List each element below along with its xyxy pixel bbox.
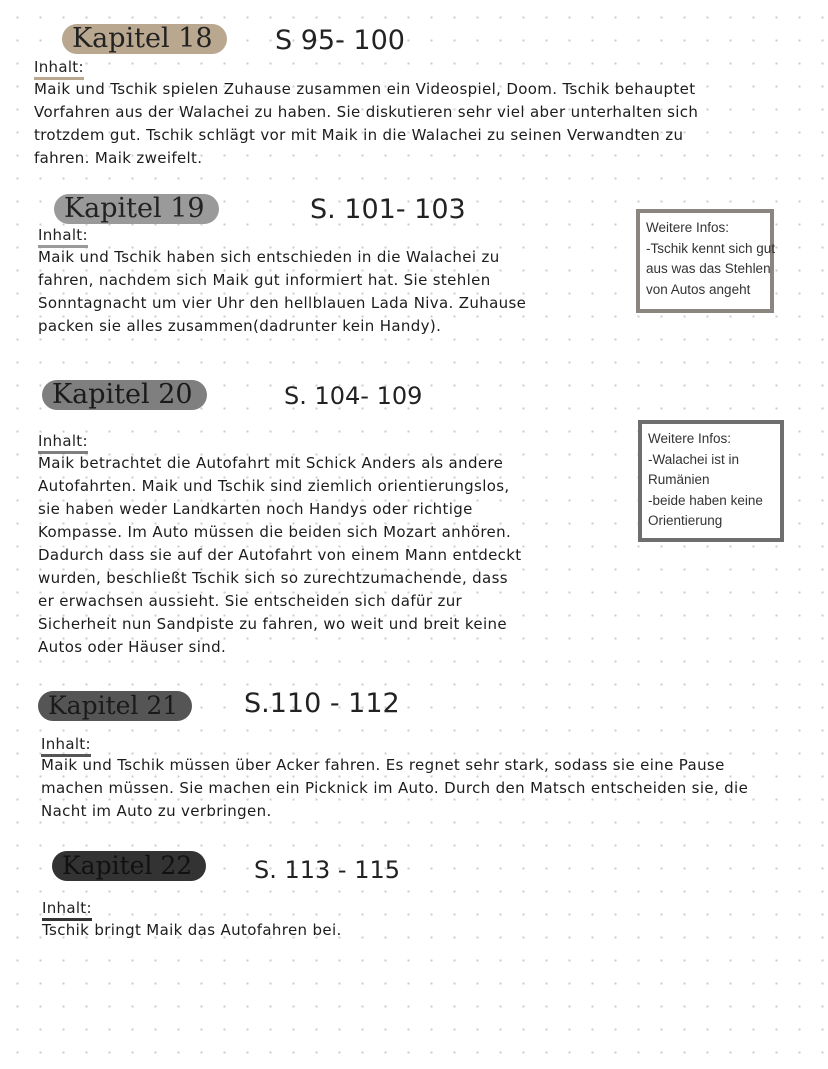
summary-line: Nacht im Auto zu verbringen.	[41, 802, 272, 820]
summary-line: wurden, beschließt Tschik sich so zurechtzumachende, dass	[38, 569, 508, 587]
page-range: S. 113 - 115	[254, 856, 401, 884]
summary-line: Maik und Tschik haben sich entschieden in die Walachei zu	[38, 248, 500, 266]
summary-line: Sicherheit nun Sandpiste zu fahren, wo weit und breit keine	[38, 615, 507, 633]
chapter-heading: Kapitel 19	[54, 194, 219, 224]
content-label: Inhalt:	[34, 58, 84, 80]
content-label: Inhalt:	[38, 226, 88, 248]
note-line: von Autos angeht	[646, 281, 751, 297]
summary-line: packen sie alles zusammen(dadrunter kein Handy).	[38, 317, 442, 335]
note-line: Orientierung	[648, 513, 723, 528]
chapter-summary	[42, 919, 822, 942]
summary-line: trotzdem gut. Tschik schlägt vor mit Maik in die Walachei zu seinen Verwandten zu	[34, 126, 684, 144]
summary-line: Maik betrachtet die Autofahrt mit Schick Anders als andere	[38, 454, 504, 472]
note-line: Weitere Infos:	[646, 220, 730, 235]
summary-line: Vorfahren aus der Walachei zu haben. Sie diskutieren sehr viel aber unterhalten sich	[34, 103, 699, 121]
chapter-summary	[41, 754, 821, 823]
page-range: S 95- 100	[275, 25, 405, 56]
summary-line: machen müssen. Sie machen ein Picknick im Auto. Durch den Matsch entscheiden sie, die	[41, 779, 749, 797]
summary-line: er erwachsen aussieht. Sie entscheiden sich dafür zur	[38, 592, 463, 610]
note-line: Rumänien	[648, 472, 710, 487]
summary-line: Sonntagnacht um vier Uhr den hellblauen Lada Niva. Zuhause	[38, 294, 527, 312]
summary-line: Tschik bringt Maik das Autofahren bei.	[42, 921, 342, 939]
summary-line: Dadurch dass sie auf der Autofahrt von einem Mann entdeckt	[38, 546, 522, 564]
note-line: -Tschik kennt sich gut	[646, 240, 776, 256]
chapter-heading: Kapitel 18	[62, 24, 227, 54]
chapter-summary	[34, 78, 814, 170]
chapter-heading: Kapitel 22	[52, 851, 206, 881]
content-label: Inhalt:	[38, 432, 88, 454]
info-box	[638, 420, 784, 542]
note-line: -Walachei ist in	[648, 451, 740, 467]
chapter-summary	[38, 452, 618, 659]
page-range: S.110 - 112	[244, 688, 400, 719]
summary-line: fahren, nachdem sich Maik gut informiert hat. Sie stehlen	[38, 271, 491, 289]
summary-line: sie haben weder Landkarten noch Handys oder richtige	[38, 500, 473, 518]
summary-line: Maik und Tschik spielen Zuhause zusammen ein Videospiel, Doom. Tschik behauptet	[34, 80, 696, 98]
content-label: Inhalt:	[42, 899, 92, 921]
content-label: Inhalt:	[41, 735, 91, 757]
note-line: aus was das Stehlen	[646, 261, 771, 276]
summary-line: Autofahrten. Maik und Tschik sind ziemlich orientierungslos,	[38, 477, 510, 495]
chapter-summary	[38, 246, 618, 338]
note-line: Weitere Infos:	[648, 431, 732, 446]
chapter-heading: Kapitel 21	[38, 691, 192, 721]
summary-line: Autos oder Häuser sind.	[38, 638, 227, 656]
page-range: S. 101- 103	[310, 194, 466, 225]
page-range: S. 104- 109	[284, 382, 423, 410]
note-line: -beide haben keine	[648, 492, 763, 508]
summary-line: Kompasse. Im Auto müssen die beiden sich Mozart anhören.	[38, 523, 512, 541]
chapter-heading: Kapitel 20	[42, 380, 207, 410]
summary-line: fahren. Maik zweifelt.	[34, 149, 203, 167]
summary-line: Maik und Tschik müssen über Acker fahren. Es regnet sehr stark, sodass sie eine Pause	[41, 756, 725, 774]
info-box	[636, 209, 774, 313]
